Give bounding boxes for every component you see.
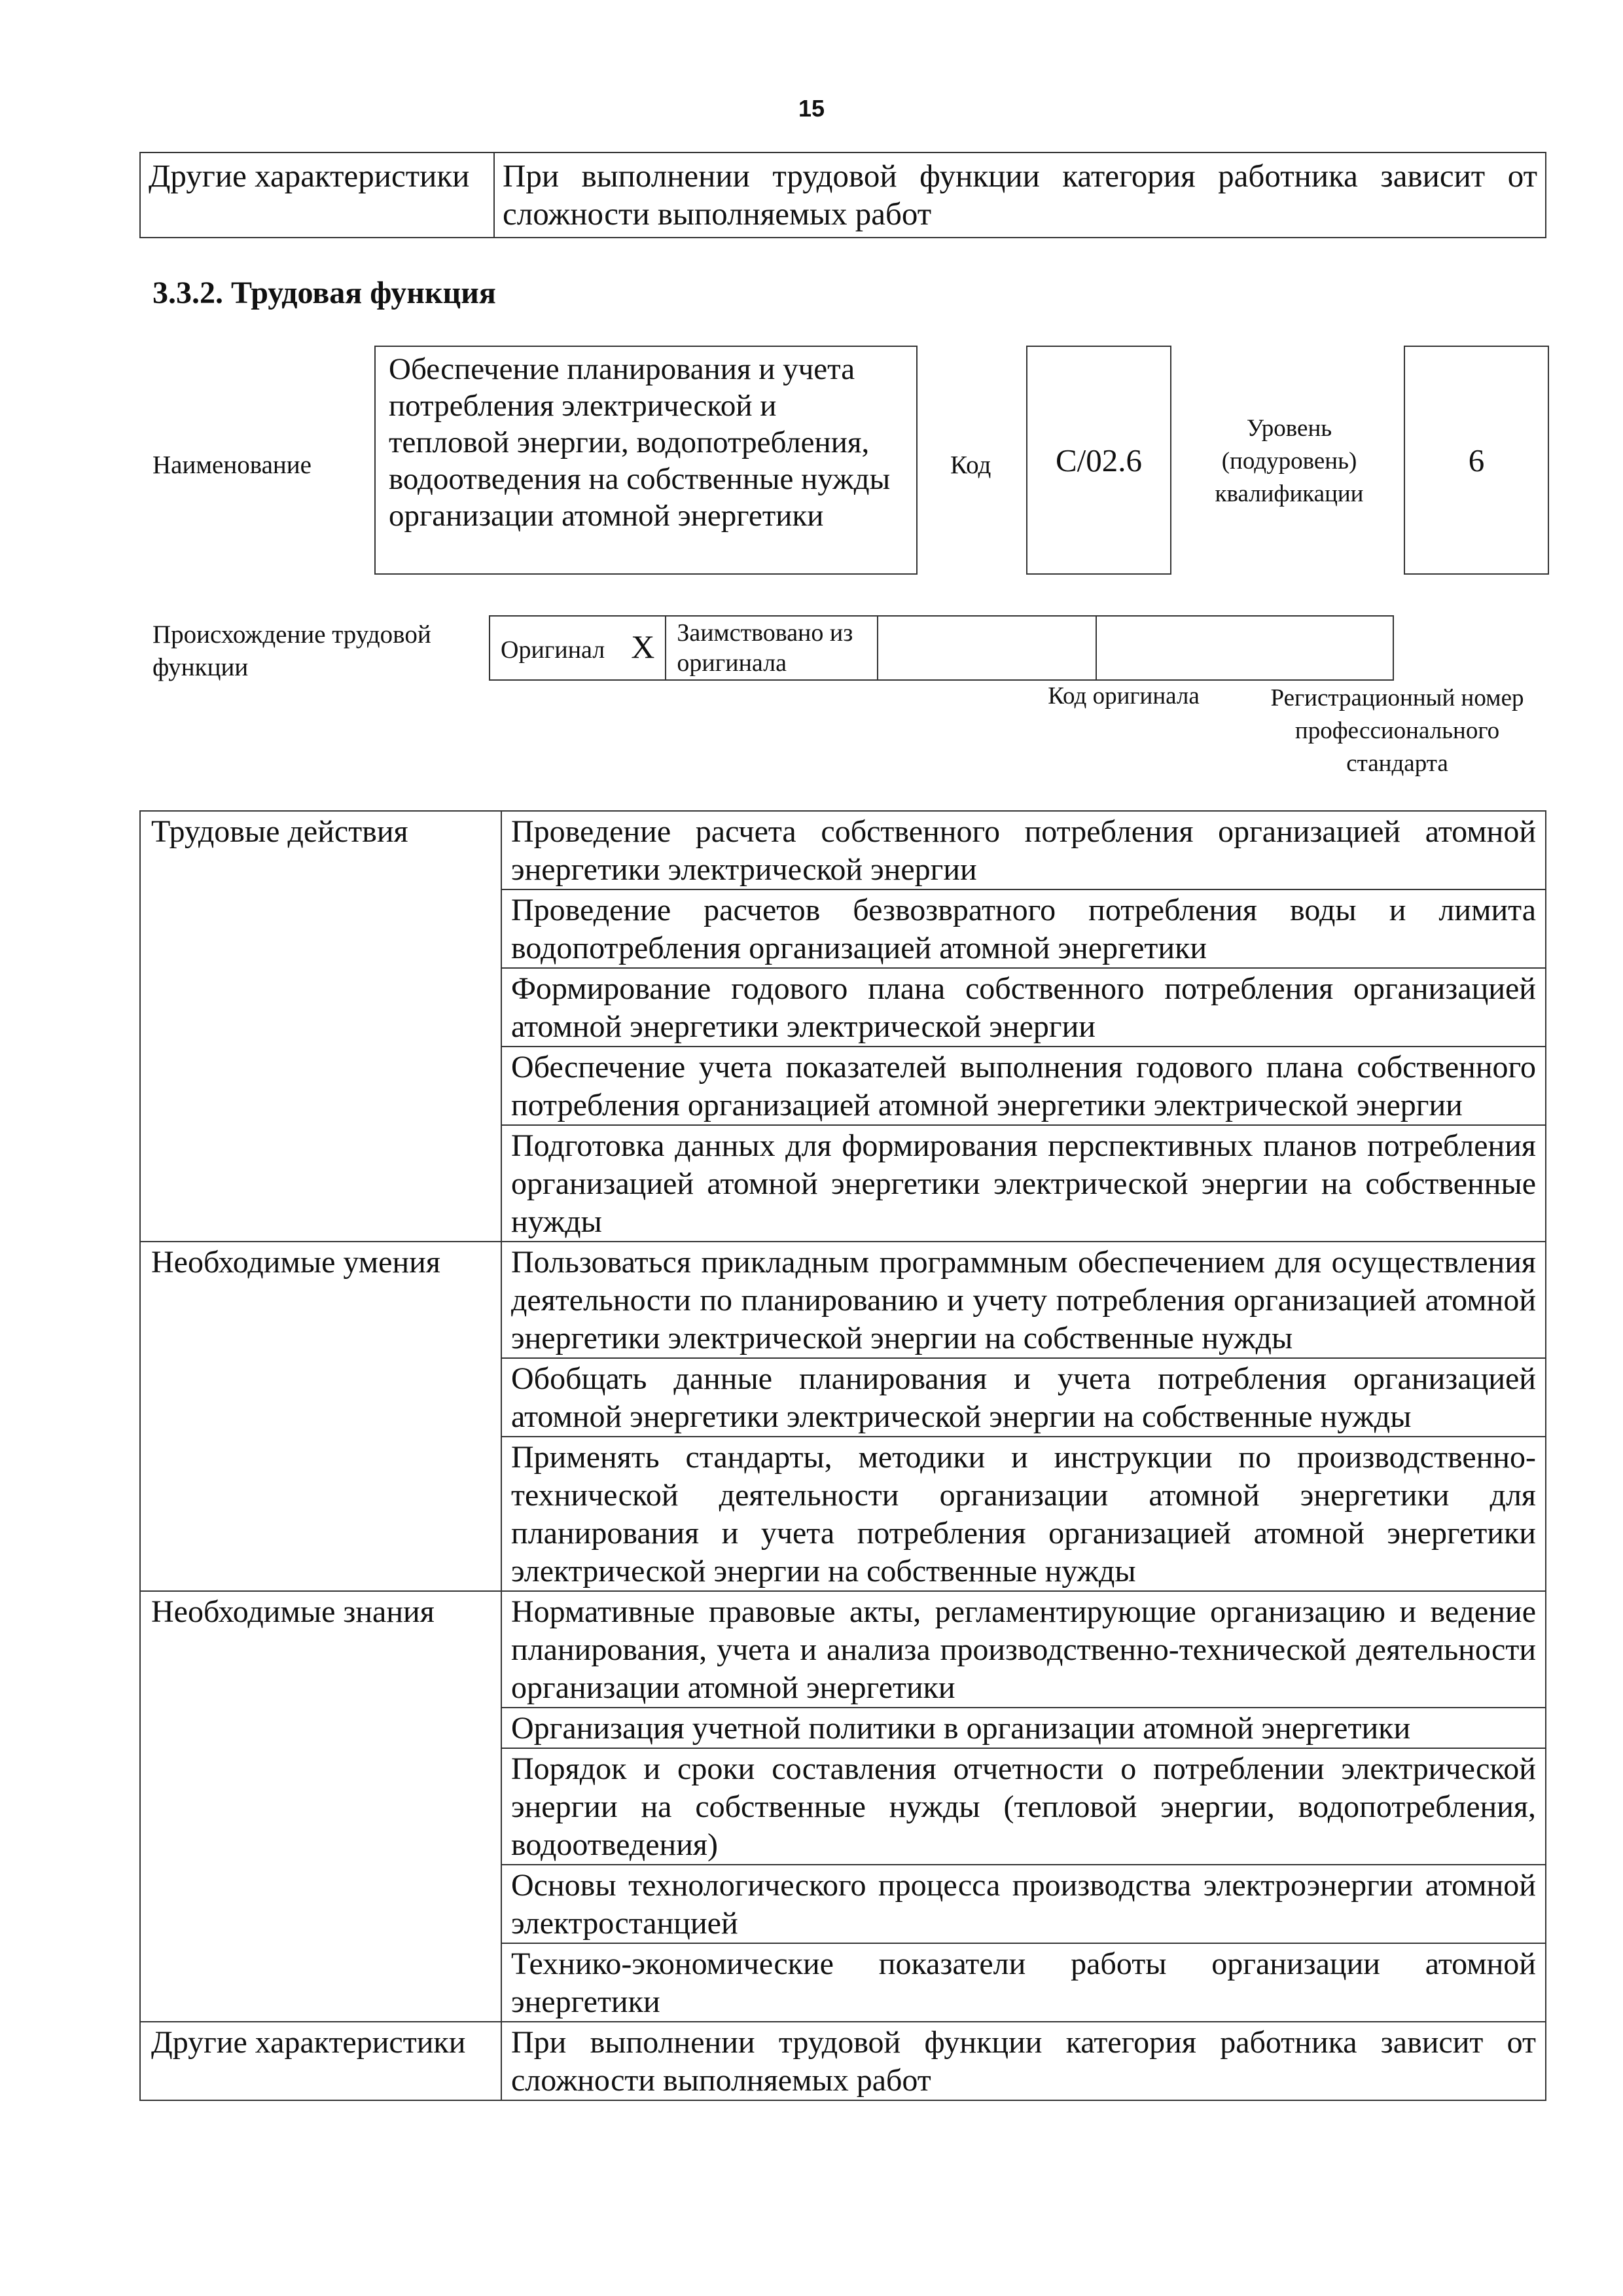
borrowed-label: Заимствовано из оригинала [666, 616, 878, 680]
group-item: Подготовка данных для формирования перспективных планов потребления организацией атомной энергетики электрической энергии на собственные нужды [501, 1125, 1546, 1242]
table-row [140, 1242, 1546, 1358]
group-item: Пользоваться прикладным программным обеспечением для осуществления деятельности по планированию и учету потребления организацией атомной энергетики электрической энергии на собственные нужды [501, 1242, 1546, 1358]
table-row [140, 2022, 1546, 2100]
other-characteristics-table-top [139, 152, 1546, 238]
registration-number-cell [1096, 616, 1393, 680]
group-item: Применять стандарты, методики и инструкции по производственно-технической деятельности организации атомной энергетики для планирования и учета потребления организацией атомной энергетики электрической энергии на собственные нужды [501, 1437, 1546, 1591]
group-label: Другие характеристики [140, 2022, 501, 2100]
table-row [140, 152, 1546, 238]
group-item: Порядок и сроки составления отчетности о потреблении электрической энергии на собственные нужды (тепловой энергии, водопотребления, водоотведения) [501, 1748, 1546, 1865]
qualification-level-label: Уровень (подуровень) квалификации [1215, 415, 1364, 507]
group-item: При выполнении трудовой функции категория работника зависит от сложности выполняемых работ [501, 2022, 1546, 2100]
name-label: Наименование [152, 451, 312, 479]
qualification-level-value: 6 [1404, 346, 1549, 575]
group-item: Технико-экономические показатели работы организации атомной энергетики [501, 1943, 1546, 2022]
function-code-value: С/02.6 [1026, 346, 1171, 575]
group-item: Нормативные правовые акты, регламентирующие организацию и ведение планирования, учета и анализа производственно-технической деятельности организации атомной энергетики [501, 1591, 1546, 1708]
table-row [490, 616, 1393, 680]
original-label: Оригинал [501, 636, 605, 664]
group-label: Трудовые действия [140, 811, 501, 1242]
page-number: 15 [798, 95, 825, 122]
original-code-caption: Код оригинала [1048, 683, 1200, 709]
function-name-value: Обеспечение планирования и учета потребления электрической и тепловой энергии, водопотребления, водоотведения на собственные нужды организации атомной энергетики [374, 346, 918, 575]
group-label: Необходимые знания [140, 1591, 501, 2022]
table-row [140, 1591, 1546, 1708]
group-label: Необходимые умения [140, 1242, 501, 1591]
origin-table [489, 615, 1394, 681]
original-cell [490, 616, 666, 680]
row-value: При выполнении трудовой функции категория работника зависит от сложности выполняемых работ [494, 152, 1546, 238]
original-code-cell [878, 616, 1096, 680]
section-title: 3.3.2. Трудовая функция [152, 276, 496, 310]
group-item: Проведение расчетов безвозвратного потребления воды и лимита водопотребления организацией атомной энергетики [501, 889, 1546, 968]
registration-number-caption: Регистрационный номер профессионального стандарта [1270, 685, 1524, 777]
group-item: Формирование годового плана собственного потребления организацией атомной энергетики электрической энергии [501, 968, 1546, 1047]
table-row [140, 811, 1546, 889]
group-item: Организация учетной политики в организации атомной энергетики [501, 1708, 1546, 1748]
group-item: Основы технологического процесса производства электроэнергии атомной электростанцией [501, 1865, 1546, 1943]
origin-label: Происхождение трудовой функции [152, 620, 431, 681]
row-label: Другие характеристики [140, 152, 494, 238]
code-label: Код [950, 451, 991, 479]
labor-function-table [139, 810, 1546, 2101]
original-mark: X [631, 628, 655, 665]
group-item: Проведение расчета собственного потребления организацией атомной энергетики электрической энергии [501, 811, 1546, 889]
group-item: Обеспечение учета показателей выполнения годового плана собственного потребления организацией атомной энергетики электрической энергии [501, 1047, 1546, 1125]
group-item: Обобщать данные планирования и учета потребления организацией атомной энергетики электрической энергии на собственные нужды [501, 1358, 1546, 1437]
